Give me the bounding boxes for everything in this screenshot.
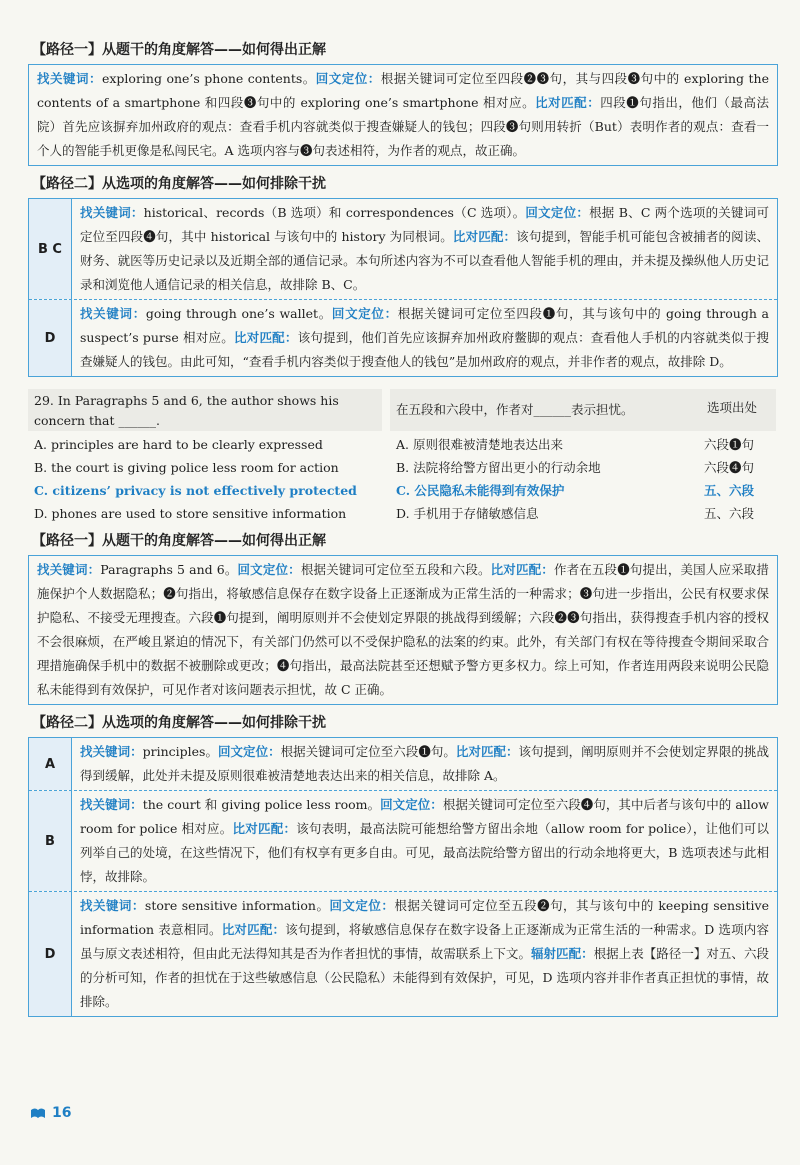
section1-title: 【路径一】从题干的角度解答——如何得出正解: [32, 42, 326, 58]
option-row: [29, 299, 777, 376]
para-text: historical、records（B 选项）和 correspondences（C 选项）。: [143, 205, 526, 220]
option-analysis: [72, 199, 777, 299]
option-label: D: [29, 892, 72, 1016]
page-number: 16: [52, 1105, 72, 1121]
option-row: [29, 790, 777, 891]
option-source-header: 选项出处: [688, 389, 776, 431]
section4-title: 【路径二】从选项的角度解答——如何排除干扰: [32, 715, 326, 731]
keyword-label: 找关键词：: [80, 306, 146, 321]
section4-box: [28, 737, 778, 1017]
para-text: 根据 B、C 两个选项的关键词可定位至四段❹句，其中 historical 与该句中的 history 为同根词。: [80, 205, 769, 244]
para-text: 根据关键词可定位至四段❶句，其与该句中的 going through a suspect’s purse 相对应。: [80, 306, 769, 345]
option-b-source: 六段❹句: [704, 460, 755, 475]
option-c-en: C. citizens’ privacy is not effectively protected: [34, 483, 357, 498]
para-text: 根据关键词可定位至五段❷句，其与该句中的 keeping sensitive information 表意相同。: [80, 898, 769, 937]
section1-box: [28, 64, 778, 166]
para-text: 该句提到，智能手机可能包含被捕者的阅读、财务、就医等历史记录以及近期全部的通信记录。本句所述内容为不可以查看他人智能手机的理由，并未提及操纵他人历史记录和浏览他人通信记录的相关信息，故排除 B、C。: [80, 229, 769, 292]
option-a-cn: A. 原则很难被清楚地表达出来: [396, 437, 563, 452]
option-label: A: [29, 738, 72, 790]
option-d-source: 五、六段: [704, 506, 755, 521]
option-row: [29, 199, 777, 299]
para-text: 该句提到，他们首先应该摒弃加州政府鳖脚的观点：查看他人手机的内容就类似于搜查嫌疑人的钱包。由此可知，“查看手机内容类似于搜查他人的钱包”是加州政府的观点，并非作者的观点，故排除 D。: [80, 330, 769, 369]
para-text: 根据关键词可定位至四段❷❸句，其与四段❸句中的 exploring the contents of a smartphone 和四段❸句中的 exploring one’s smartphone 相对应。: [37, 71, 769, 110]
page-footer: [30, 1105, 71, 1121]
option-row: [29, 738, 777, 790]
keyword-label: 比对匹配：: [221, 922, 286, 937]
keyword-label: 回文定位：: [315, 71, 381, 86]
keyword-label: 找关键词：: [80, 744, 143, 759]
keyword-label: 比对匹配：: [233, 330, 298, 345]
para-text: 根据关键词可定位至五段和六段。: [300, 562, 491, 577]
option-d-en: D. phones are used to store sensitive information: [34, 506, 347, 521]
option-b-cn: B. 法院将给警方留出更小的行动余地: [396, 460, 601, 475]
keyword-label: 比对匹配：: [232, 821, 297, 836]
keyword-label: 找关键词：: [37, 71, 102, 86]
keyword-label: 回文定位：: [237, 562, 301, 577]
option-row: [29, 891, 777, 1016]
section3-box: [28, 555, 778, 705]
keyword-label: 比对匹配：: [535, 95, 601, 110]
question-block: [28, 389, 778, 525]
section3-paragraph: [29, 556, 777, 704]
option-analysis: [72, 300, 777, 376]
option-a-en: A. principles are hard to be clearly expressed: [34, 437, 323, 452]
option-c-source: 五、六段: [704, 483, 755, 498]
option-analysis: [72, 892, 777, 1016]
keyword-label: 回文定位：: [380, 797, 443, 812]
keyword-label: 回文定位：: [331, 306, 398, 321]
para-text: 根据关键词可定位至六段❹句，其中后者与该句中的 allow room for police 相对应。: [80, 797, 769, 836]
keyword-label: 回文定位：: [329, 898, 395, 913]
keyword-label: 辐射匹配：: [530, 946, 594, 961]
para-text: principles。: [142, 744, 218, 759]
section1-paragraph: [29, 65, 777, 165]
para-text: 四段❶句指出，他们（最高法院）首先应该摒弃加州政府的观点：查看手机内容就类似于搜查嫌疑人的钱包；四段❸句则用转折（But）表明作者的观点：查看一个人的智能手机更像是私闯民宅。A 选项内容与❸句表述相符，为作者的观点，故正确。: [37, 95, 769, 158]
para-text: store sensitive information。: [144, 898, 330, 913]
keyword-label: 找关键词：: [37, 562, 101, 577]
option-label: B C: [29, 199, 72, 299]
para-text: going through one’s wallet。: [145, 306, 332, 321]
option-b-en: B. the court is giving police less room for action: [34, 460, 339, 475]
option-c-cn: C. 公民隐私未能得到有效保护: [396, 483, 565, 498]
keyword-label: 找关键词：: [80, 205, 144, 220]
para-text: Paragraphs 5 and 6。: [100, 562, 238, 577]
para-text: 该句提到，阐明原则并不会使划定界限的挑战得到缓解，此处并未提及原则很难被清楚地表达出来的相关信息，故排除 A。: [80, 744, 769, 783]
keyword-label: 比对匹配：: [490, 562, 554, 577]
para-text: 该句表明，最高法院可能想给警方留出余地（allow room for police），让他们可以列举自己的处境，在这些情况下，他们有权享有更多自由。可见，最高法院给警方留出的行动余地将更大，B 选项表述与此相悖，故排除。: [80, 821, 769, 884]
para-text: the court 和 giving police less room。: [142, 797, 381, 812]
para-text: exploring one’s phone contents。: [101, 71, 316, 86]
option-analysis: [72, 791, 777, 891]
keyword-label: 找关键词：: [80, 797, 143, 812]
option-a-source: 六段❶句: [704, 437, 755, 452]
book-icon: [30, 1107, 46, 1119]
page: [28, 40, 778, 1017]
section2-box: [28, 198, 778, 377]
question-stem-en: 29. In Paragraphs 5 and 6, the author shows his concern that ______.: [28, 389, 382, 431]
section2-title: 【路径二】从选项的角度解答——如何排除干扰: [32, 176, 326, 192]
para-text: 该句提到，将敏感信息保存在数字设备上正逐渐成为正常生活的一种需求。D 选项内容虽与原文表述相符，但由此无法得知其是否为作者担忧的事情，故需联系上下文。: [80, 922, 769, 961]
keyword-label: 回文定位：: [525, 205, 590, 220]
option-d-cn: D. 手机用于存储敏感信息: [396, 506, 539, 521]
option-analysis: [72, 738, 777, 790]
para-text: 作者在五段❶句提出，美国人应采取措施保护个人数据隐私；❷句指出，将敏感信息保存在数字设备上正逐渐成为正常生活的一种需求；❸句进一步指出，公民有权要求保护隐私、不接受无理搜查。六段❶句提到，阐明原则并不会使划定界限的挑战得到缓解；六段❷❸句指出，获得搜查手机内容的授权不会很麻烦，在严峻且紧迫的情况下，有关部门仍然可以不受保护隐私的法案的约束。此外，有关部门有权在等待搜查令期间采取合理措施确保手机中的数据不被删除或更改；❹句指出，最高法院甚至还想赋予警方更多权力。综上可知，作者连用两段来说明公民隐私未能得到有效保护，可见作者对该问题表示担忧，故 C 正确。: [37, 562, 769, 697]
keyword-label: 回文定位：: [218, 744, 281, 759]
para-text: 根据上表【路径一】对五、六段的分析可知，作者的担忧在于这些敏感信息（公民隐私）未能得到有效保护，可见，D 选项内容并非作者真正担忧的事情，故排除。: [80, 946, 769, 1009]
section3-title: 【路径一】从题干的角度解答——如何得出正解: [32, 533, 326, 549]
keyword-label: 比对匹配：: [452, 229, 517, 244]
para-text: 根据关键词可定位至六段❶句。: [280, 744, 456, 759]
option-label: D: [29, 300, 72, 376]
keyword-label: 找关键词：: [80, 898, 145, 913]
option-label: B: [29, 791, 72, 891]
question-stem-cn: 在五段和六段中，作者对______表示担忧。: [390, 389, 688, 431]
keyword-label: 比对匹配：: [455, 744, 519, 759]
